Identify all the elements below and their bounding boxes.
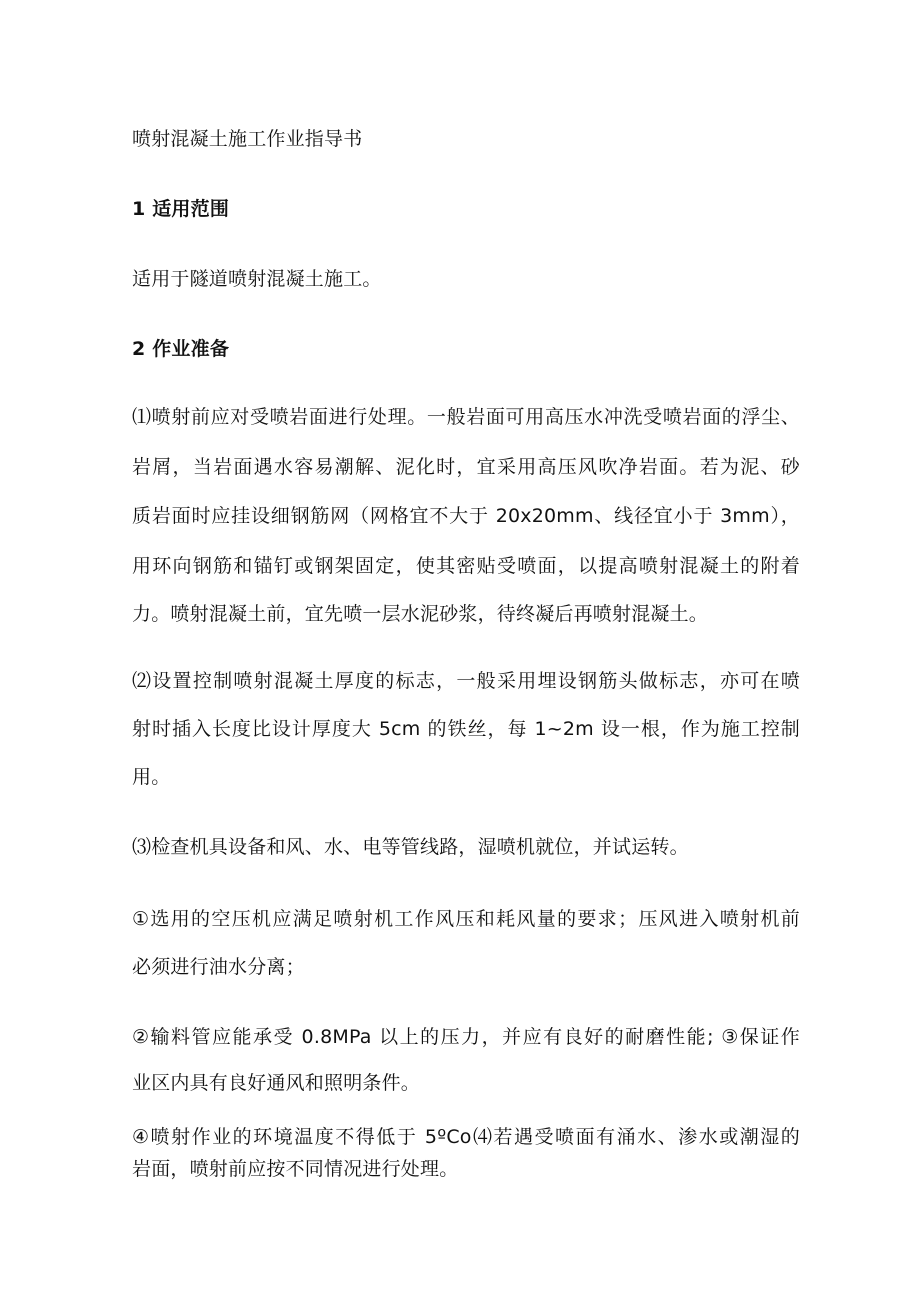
paragraph-5-line-2: 业区内具有良好通风和照明条件。 <box>132 1072 421 1094</box>
section-2-heading: 2 作业准备 <box>132 338 230 360</box>
paragraph-4-line-2: 必须进行油水分离； <box>132 956 305 978</box>
paragraph-1-line-2: 岩屑，当岩面遇水容易潮解、泥化时，宜采用高压风吹净岩面。若为泥、砂 <box>132 456 800 478</box>
paragraph-6-line-1: ④喷射作业的环境温度不得低于 5ºCo⑷若遇受喷面有涌水、渗水或潮湿的 <box>132 1126 800 1148</box>
paragraph-2-line-3: 用。 <box>132 766 171 788</box>
section-1-heading: 1 适用范围 <box>132 198 230 220</box>
paragraph-6-line-2: 岩面，喷射前应按不同情况进行处理。 <box>132 1158 459 1180</box>
section-1-body: 适用于隧道喷射混凝土施工。 <box>132 268 382 290</box>
paragraph-1-line-1: ⑴喷射前应对受喷岩面进行处理。一般岩面可用高压水冲洗受喷岩面的浮尘、 <box>132 406 800 428</box>
paragraph-1-line-4: 用环向钢筋和锚钉或钢架固定，使其密贴受喷面，以提高喷射混凝土的附着 <box>132 555 800 577</box>
paragraph-1-line-3: 质岩面时应挂设细钢筋网（网格宜不大于 20x20mm、线径宜小于 3mm）， <box>132 505 800 527</box>
paragraph-1-line-5: 力。喷射混凝土前，宜先喷一层水泥砂浆，待终凝后再喷射混凝土。 <box>132 603 709 625</box>
paragraph-2-line-2: 射时插入长度比设计厚度大 5cm 的铁丝，每 1~2m 设一根，作为施工控制 <box>132 718 800 740</box>
paragraph-2-line-1: ⑵设置控制喷射混凝土厚度的标志，一般采用埋设钢筋头做标志，亦可在喷 <box>132 670 800 692</box>
paragraph-5-line-1: ②输料管应能承受 0.8MPa 以上的压力，并应有良好的耐磨性能; ③保证作 <box>132 1026 800 1048</box>
paragraph-4-line-1: ①选用的空压机应满足喷射机工作风压和耗风量的要求；压风进入喷射机前 <box>132 908 800 930</box>
paragraph-3-line-1: ⑶检查机具设备和风、水、电等管线路，湿喷机就位，并试运转。 <box>132 836 689 858</box>
document-title: 喷射混凝土施工作业指导书 <box>132 128 363 150</box>
